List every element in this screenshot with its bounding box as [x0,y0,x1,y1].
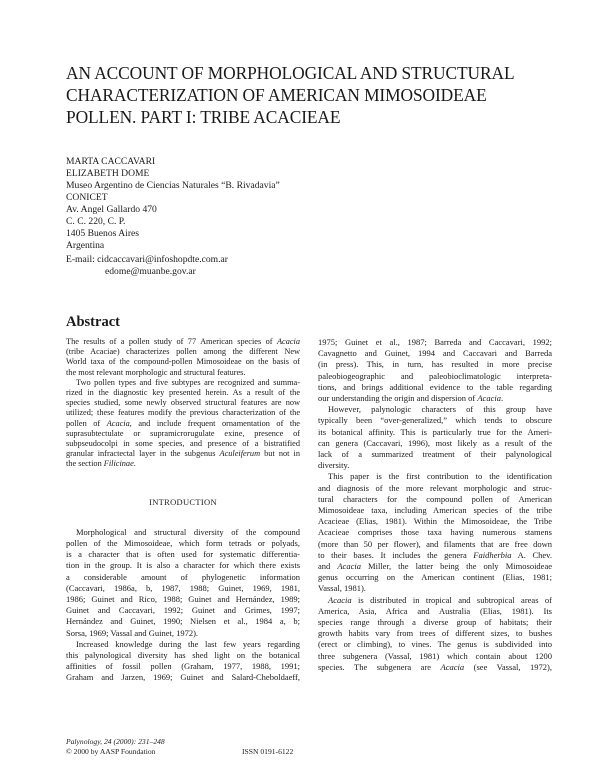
email-line: edome@muanbe.gov.ar [105,266,196,277]
abstract-line: suprasubtectulate or supramicrorugulate exine, presence of [66,428,300,438]
right-paragraph-2 [318,404,552,471]
author-org: CONICET [66,192,108,203]
body-line: Increased knowledge during the last few years regarding [76,638,300,649]
body-line: America, Asia, Africa and Australia (Elias, 1981). Its [318,605,552,616]
body-line: Vassal, 1981). [318,583,366,594]
email-block [66,254,228,278]
italic-term: Acacia [337,561,361,572]
right-column [318,337,552,673]
body-line: 1986; Guinet and Rico, 1988; Guinet and Hernández, 1989; [66,594,300,605]
body-line: lack of a summarized treatment of their palynological [318,449,552,460]
abstract-line: rized in the diagnostic key presented herein. As a result of the [66,388,300,398]
author-street: Av. Angel Gallardo 470 [66,204,157,215]
body-line: species. The subgenera are Acacia (see Vassal, 1972), [318,661,552,672]
body-line: (Caccavari, 1986a, b, 1987, 1988; Guinet, 1969, 1981, [66,582,300,593]
italic-term: Aculeiferum [219,449,261,459]
title-line: AN ACCOUNT OF MORPHOLOGICAL AND STRUCTURAL [66,63,515,83]
italic-term: Acacia [328,594,352,605]
body-line: affinities of fossil pollen (Graham, 1977, 1988, 1991; [66,661,300,672]
body-line: Hernández and Guinet, 1990; Nielsen et al., 1984 a, b; [66,616,300,627]
body-line: its botanical affinity. This is particularly true for the Ameri- [318,426,552,437]
footer-journal-text: Palynology, 24 (2000): 231–248 [66,737,165,746]
body-line: can genera (Caccavari, 1996), most likely as a result of the [318,437,552,448]
intro-paragraph-2 [66,639,300,684]
body-line: Morphological and structural diversity of the compound [76,526,300,537]
body-line: Acacia is distributed in tropical and subtropical areas of [328,594,552,605]
body-line: this palynological diversity has shed light on the botanical [66,650,300,661]
author-name: MARTA CACCAVARI [66,156,156,167]
abstract-line: World taxa of the compound-pollen Mimosoideae on the basis of [66,357,300,367]
abstract-line: (tribe Acaciae) characterizes pollen among the different New [66,347,300,357]
body-line: However, palynologic characters of this group have [328,404,552,415]
abstract-line: Two pollen types and five subtypes are recognized and summa- [76,377,300,387]
body-line: This paper is the first contribution to the identification [328,471,552,482]
body-line: Sorsa, 1969; Vassal and Guinet, 1972). [66,627,199,638]
body-line: and Acacia Miller, the latter being the only Mimosoideae [318,561,552,572]
abstract-line: The results of a pollen study of 77 American species of Acacia [66,337,300,346]
right-paragraph-3 [318,471,552,594]
body-line: tural characters for the compound pollen of American [318,493,552,504]
body-line: and diagnosis of the more relevant morphologic and struc- [318,482,552,493]
italic-term: Acacia [477,393,501,404]
body-line: (in press). This, in turn, has resulted in more precise [318,359,552,370]
italic-term: Acacia [106,418,130,428]
body-line: pollen of the Mimosoideae, which form tetrads or polyads, [66,538,300,549]
body-line: our understanding the origin and dispersion of Acacia. [318,393,504,404]
abstract-line: the most relevant morphologic and structural features. [66,367,246,377]
body-line: a considerable amount of phylogenetic information [66,571,300,582]
body-line: (more than 50 per flower), and filaments that are free down [318,538,552,549]
body-line: three subgenera (Vassal, 1981) which contain about 1200 [318,650,552,661]
abstract-heading: Abstract [66,314,120,330]
abstract-line: the section Filicinae. [66,459,136,469]
abstract-line: species studied, some newly observed structural features are now [66,398,300,408]
footer-journal [66,737,165,747]
left-column [66,337,300,684]
body-line: genus occurring on the American continent (Elias, 1981; [318,572,552,583]
body-line: diversity. [318,460,350,471]
body-line: typically been “over-generalized,” which tends to obscure [318,415,552,426]
author-country: Argentina [66,240,105,251]
body-line: Guinet and Caccavari, 1992; Guinet and Grimes, 1997; [66,605,300,616]
abstract-line: granular infractectal layer in the subgenus Aculeiferum but not in [66,449,300,459]
italic-term: Faidherbia [473,549,512,560]
abstract-line: pollen of Acacia, and include frequent ornamentation of the [66,418,300,428]
body-line: Graham and Jarzen, 1969; Guinet and Salard-Cheboldaeff, [66,672,300,683]
email-line: E-mail: cidcaccavari@infoshopdte.com.ar [66,254,228,265]
author-institution: Museo Argentino de Ciencias Naturales “B. Rivadavia” [66,180,280,191]
body-line: Cavagnetto and Guinet, 1994 and Caccavari and Barreda [318,348,552,359]
body-line: paleobiogeographic and paleobioclimatologic interpreta- [318,370,552,381]
author-name: ELIZABETH DOME [66,168,150,179]
intro-paragraph-1 [66,527,300,639]
italic-term: Filicinae [103,459,134,469]
title-line: POLLEN. PART I: TRIBE ACACIEAE [66,107,341,127]
abstract-line: utilized; these features modify the previous characterization of the [66,408,300,418]
footer-issn: ISSN 0191-6122 [242,747,294,756]
right-paragraph-1 [318,337,552,404]
paper-title [66,62,546,128]
body-line: to their bases. It includes the genera Faidherbia A. Chev. [318,549,553,560]
body-line: Acacieae comprises those taxa having numerous stamens [318,527,552,538]
body-line: (erect or climbing), to vines. The genus is subdivided into [318,639,552,650]
body-line: Mimosoideae taxa, including American species of the tribe [318,505,552,516]
body-line: 1975; Guinet et al., 1987; Barreda and Caccavari, 1992; [318,337,552,347]
body-line: tion in the group. It is also a character for which there exists [66,560,300,571]
abstract-text [66,337,300,470]
body-line: tions, and brings additional evidence to the table regarding [318,381,552,392]
title-line: CHARACTERIZATION OF AMERICAN MIMOSOIDEAE [66,85,487,105]
body-line: Acacieae (Elias, 1981). Within the Mimosoideae, the Tribe [318,516,552,527]
italic-term: Acacia [276,337,300,346]
author-po-box: C. C. 220, C. P. [66,216,126,227]
italic-term: Acacia [440,661,465,672]
abstract-line: subpseudocolpi in some species, and presence of a bistratified [66,439,300,449]
footer-copyright: © 2000 by AASP Foundation [66,747,156,756]
page-footer [66,737,294,757]
body-line: growth habits vary from trees of different sizes, to bushes [318,628,552,639]
body-line: is a character that is often used for systematic differentia- [66,549,300,560]
section-heading-introduction: INTRODUCTION [149,496,217,507]
author-block [66,156,426,252]
body-line: species range through a diverse group of habitats; their [318,617,552,628]
author-city: 1405 Buenos Aires [66,228,140,239]
right-paragraph-4 [318,595,552,673]
